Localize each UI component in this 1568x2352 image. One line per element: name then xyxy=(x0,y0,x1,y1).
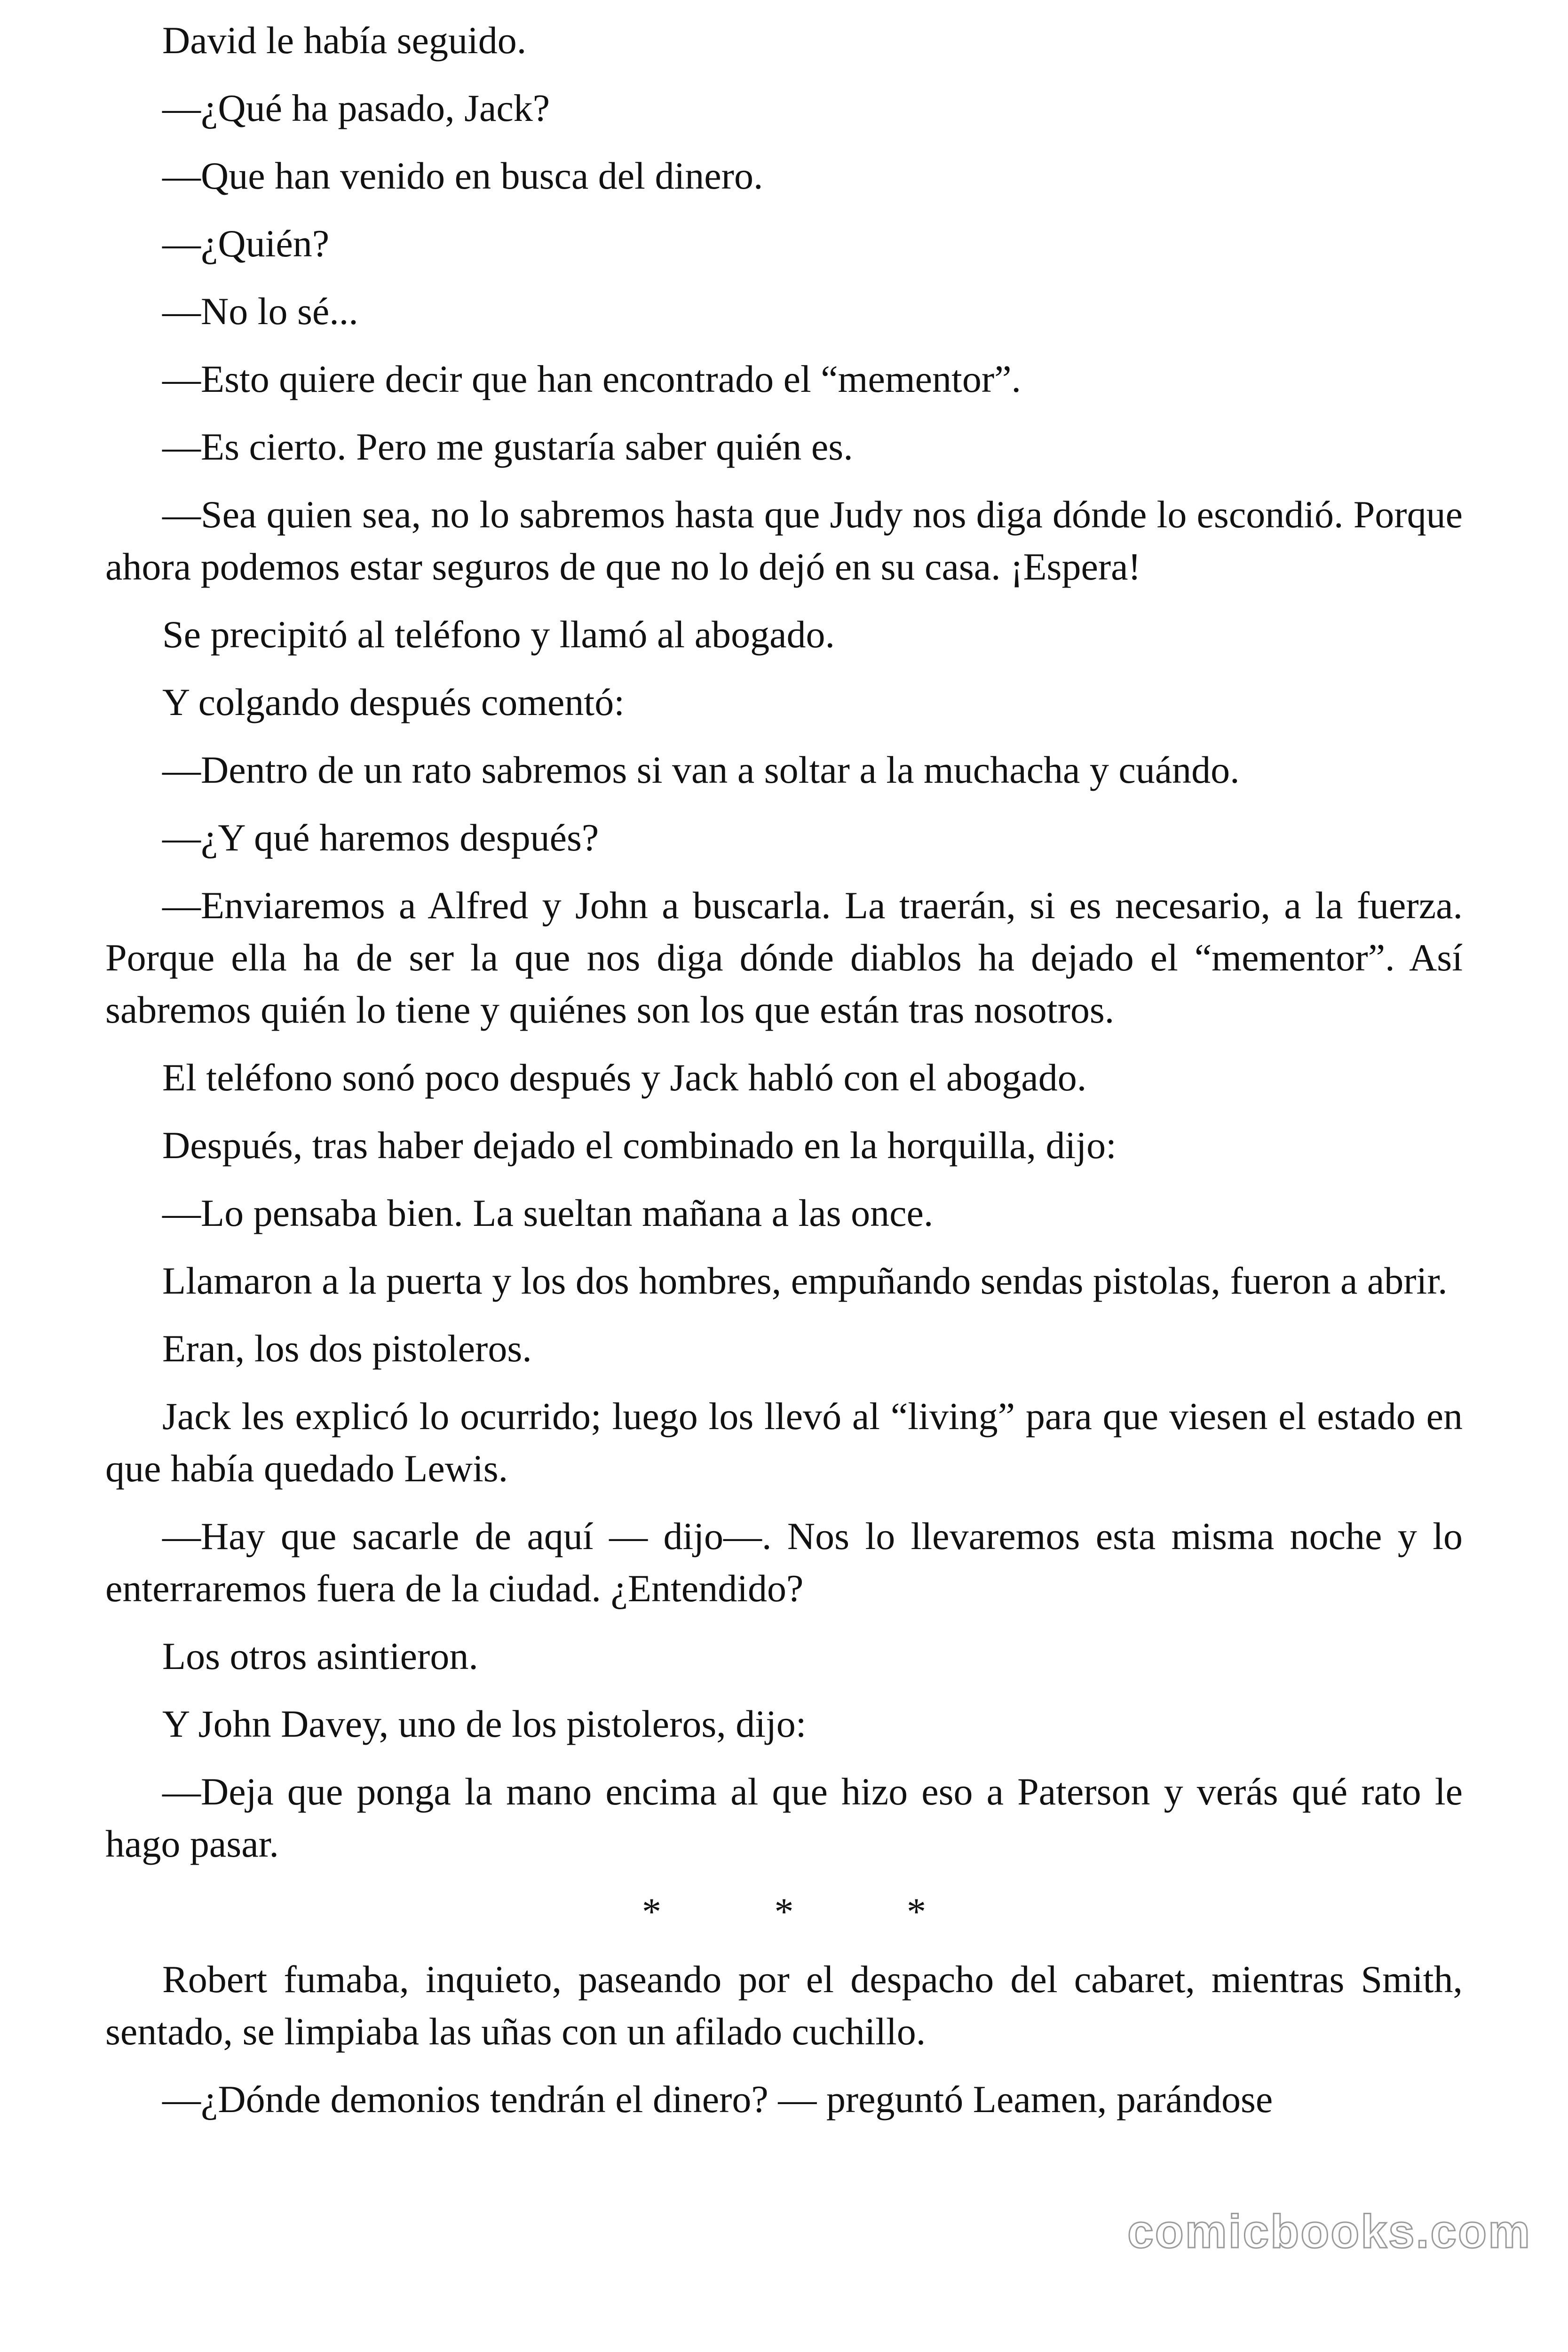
watermark-logo: comicbooks.com xyxy=(1127,2205,1531,2258)
paragraph: —Hay que sacarle de aquí — dijo—. Nos lo llevaremos esta misma noche y lo enterraremos fuera de la ciudad. ¿Entendido? xyxy=(105,1515,1463,1610)
paragraph: —Es cierto. Pero me gustaría saber quién es. xyxy=(162,425,853,468)
paragraph: Y John Davey, uno de los pistoleros, dijo: xyxy=(162,1702,807,1745)
paragraph: Se precipitó al teléfono y llamó al abogado. xyxy=(162,613,835,656)
paragraph: Robert fumaba, inquieto, paseando por el despacho del cabaret, mientras Smith, sentado, se limpiaba las uñas con un afilado cuchillo. xyxy=(105,1958,1463,2053)
paragraph: —Deja que ponga la mano encima al que hizo eso a Paterson y verás qué rato le hago pasar. xyxy=(105,1770,1463,1865)
paragraph: —¿Qué ha pasado, Jack? xyxy=(162,87,550,129)
paragraph: —¿Quién? xyxy=(162,222,330,265)
paragraph: —¿Y qué haremos después? xyxy=(162,816,599,859)
paragraph: Llamaron a la puerta y los dos hombres, empuñando sendas pistolas, fueron a abrir. xyxy=(162,1259,1448,1302)
paragraph: Jack les explicó lo ocurrido; luego los llevó al “living” para que viesen el estado en que había quedado Lewis. xyxy=(105,1395,1463,1490)
paragraph: Los otros asintieron. xyxy=(162,1635,478,1677)
paragraph: Eran, los dos pistoleros. xyxy=(162,1327,532,1370)
paragraph: —Sea quien sea, no lo sabremos hasta que Judy nos diga dónde lo escondió. Porque ahora podemos estar seguros de que no lo dejó en su casa. ¡Espera! xyxy=(105,493,1463,588)
paragraph: Y colgando después comentó: xyxy=(162,681,625,723)
paragraph: —Esto quiere decir que han encontrado el “mementor”. xyxy=(162,358,1022,400)
scene-break: * * * xyxy=(642,1890,978,1933)
paragraph: —Enviaremos a Alfred y John a buscarla. La traerán, si es necesario, a la fuerza. Porque ella ha de ser la que nos diga dónde diablos ha dejado el “mementor”. Así sabremos quién lo tiene y quiénes son los que están tras nosotros. xyxy=(105,884,1463,1031)
paragraph: El teléfono sonó poco después y Jack habló con el abogado. xyxy=(162,1056,1087,1099)
paragraph: —Lo pensaba bien. La sueltan mañana a las once. xyxy=(162,1192,934,1234)
paragraph: David le había seguido. xyxy=(162,19,527,62)
paragraph: —No lo sé... xyxy=(162,290,358,333)
paragraph: Después, tras haber dejado el combinado en la horquilla, dijo: xyxy=(162,1124,1117,1167)
page-body-text xyxy=(105,14,1463,2125)
paragraph: —¿Dónde demonios tendrán el dinero? — preguntó Leamen, parándose xyxy=(162,2078,1273,2121)
paragraph: —Dentro de un rato sabremos si van a soltar a la muchacha y cuándo. xyxy=(162,748,1240,791)
paragraph: —Que han venido en busca del dinero. xyxy=(162,154,763,197)
